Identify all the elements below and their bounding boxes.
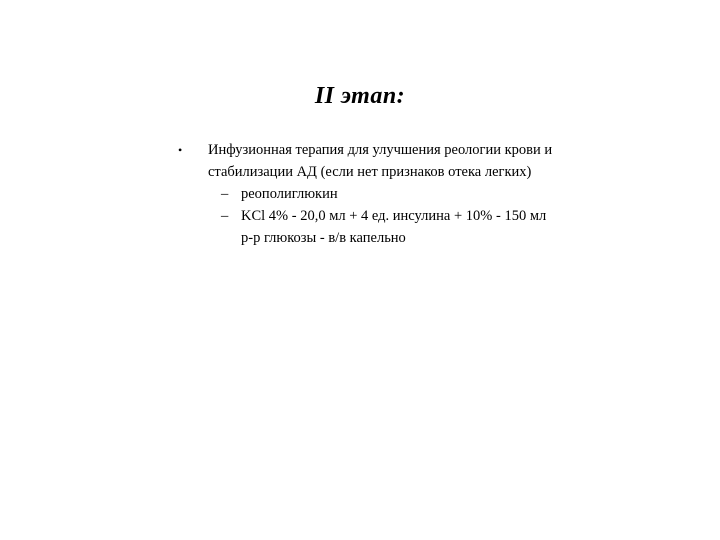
sub-list xyxy=(208,183,558,249)
sub-item xyxy=(208,183,558,205)
dash-icon: – xyxy=(221,186,229,202)
slide-title: II этап: xyxy=(314,83,406,109)
bullet-text: Инфузионная терапия для улучшения реологии крови и стабилизации АД (если нет признаков отека легких) xyxy=(208,142,553,180)
sub-item-text: реополиглюкин xyxy=(241,186,338,202)
sub-item-text: KCl 4% - 20,0 мл + 4 ед. инсулина + 10% - 150 мл р-р глюкозы - в/в капельно xyxy=(241,208,547,246)
sub-item xyxy=(208,205,558,249)
bullet-dot-icon: • xyxy=(178,143,183,157)
bullet-item xyxy=(178,139,558,249)
dash-icon: – xyxy=(221,208,229,224)
bullet-list xyxy=(178,139,558,249)
